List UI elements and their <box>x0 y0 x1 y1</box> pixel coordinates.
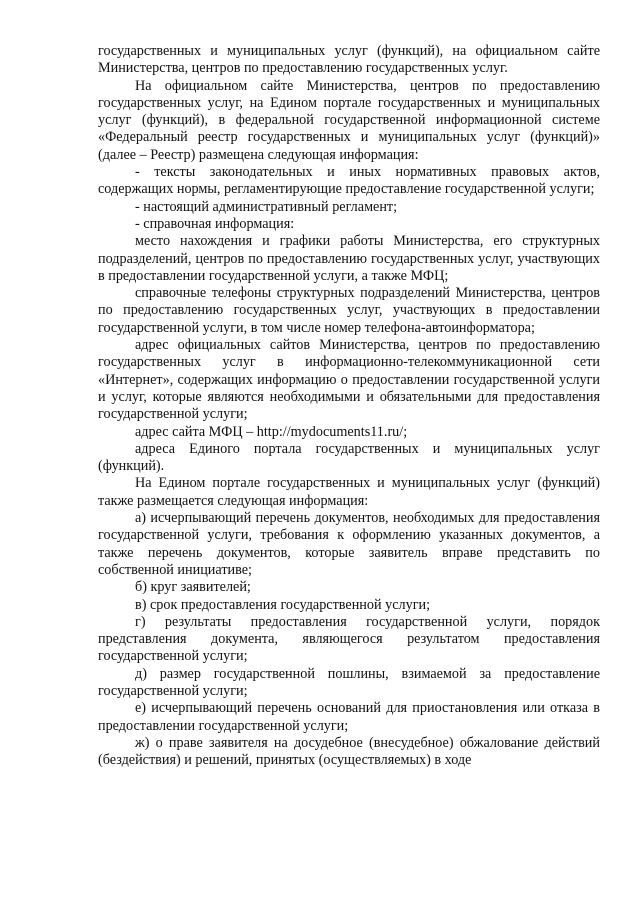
paragraph-official-websites: адрес официальных сайтов Министерства, центров по предоставлению государственных услуг в информационно-телекоммуникационной сети «Интернет», содержащих информацию о предоставлении государственной услуги и услуг, которые являются необходимыми и обязательными для предоставления государственной услуги; <box>98 337 600 423</box>
list-item-reference-info: - справочная информация: <box>135 215 295 232</box>
list-item-d-fee: д) размер государственной пошлины, взимаемой за предоставление государственной услуги; <box>98 665 600 699</box>
list-item-b-applicants: б) круг заявителей; <box>135 579 251 596</box>
paragraph-continuation: государственных и муниципальных услуг (функций), на официальном сайте Министерства, центров по предоставлению государственных услуг. <box>98 43 600 77</box>
list-item-zh-appeal-right: ж) о праве заявителя на досудебное (внесудебное) обжалование действий (бездействия) и решений, принятых (осуществляемых) в ходе <box>98 734 600 769</box>
list-item-a-documents: а) исчерпывающий перечень документов, необходимых для предоставления государственной услуги, требования к оформлению указанных документов, а также перечень документов, которые заявитель вправе представить по собственной инициативе; <box>98 510 600 578</box>
paragraph-reference-phones: справочные телефоны структурных подразделений Министерства, центров по предоставлению государственных услуг, участвующих в предоставлении государственной услуги, в том числе номер телефона-автоинформатора; <box>98 285 600 336</box>
paragraph-info-placement: На официальном сайте Министерства, центров по предоставлению государственных услуг, на Едином портале государственных и муниципальных услуг (функций), в федеральной государственной информационной системе «Федеральный реестр государственных и муниципальных услуг (функций)» (далее – Реестр) размещена следующая информация: <box>98 77 600 163</box>
list-item-v-term: в) срок предоставления государственной услуги; <box>135 596 431 613</box>
list-item-e-refusal-grounds: е) исчерпывающий перечень оснований для приостановления или отказа в предоставлении государственной услуги; <box>98 700 600 734</box>
paragraph-portal-info-intro: На Едином портале государственных и муниципальных услуг (функций) также размещается следующая информация: <box>98 475 600 509</box>
list-item-legal-acts: - тексты законодательных и иных нормативных правовых актов, содержащих нормы, регламентирующие предоставление государственной услуги; <box>98 164 600 198</box>
list-item-regulation: - настоящий административный регламент; <box>135 198 398 215</box>
list-item-g-results: г) результаты предоставления государственной услуги, порядок представления документа, являющегося результатом предоставления государственной услуги; <box>98 613 600 665</box>
paragraph-locations-schedules: место нахождения и графики работы Министерства, его структурных подразделений, центров по предоставлению государственных услуг, участвующих в предоставлении государственной услуги, а также МФЦ; <box>98 233 600 284</box>
paragraph-mfc-site: адрес сайта МФЦ – http://mydocuments11.ru/; <box>135 423 408 440</box>
document-page <box>98 43 600 769</box>
paragraph-portal-addresses: адреса Единого портала государственных и муниципальных услуг (функций). <box>98 440 600 475</box>
